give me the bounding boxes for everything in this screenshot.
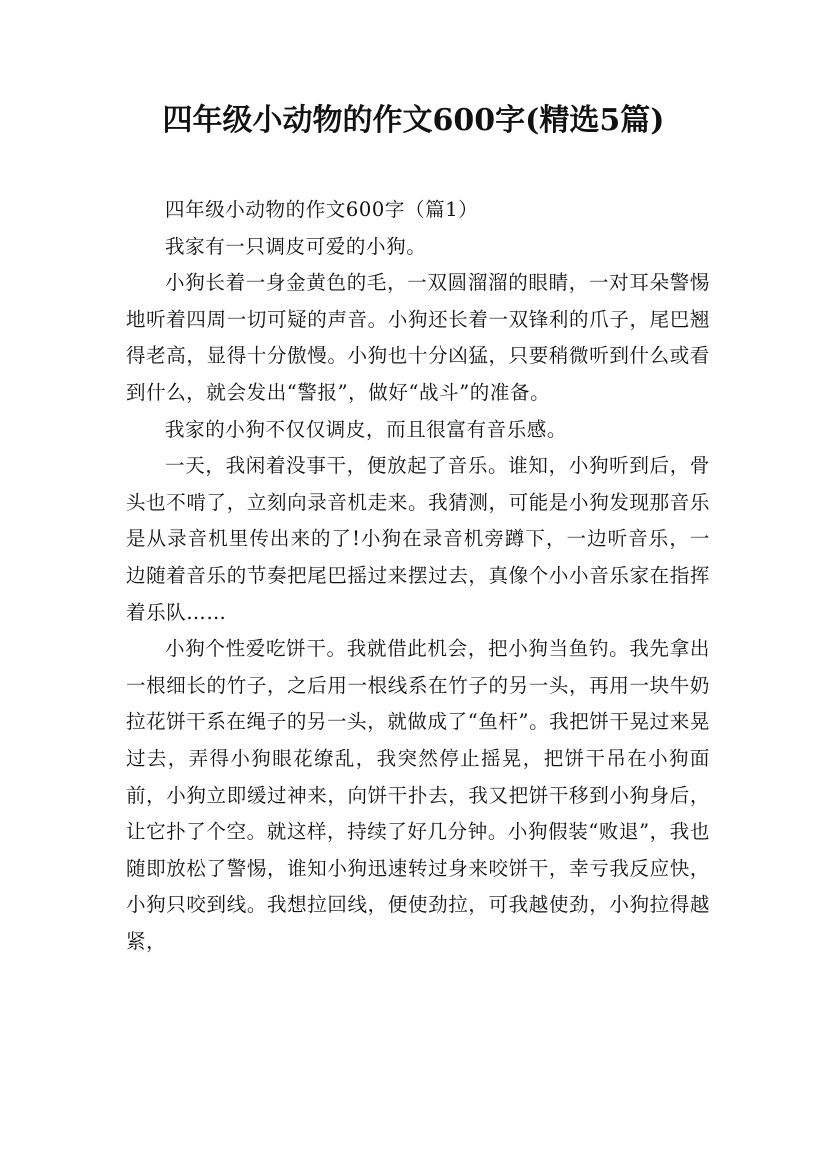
section-heading: 四年级小动物的作文600字（篇1）: [165, 198, 479, 221]
paragraph: 小狗个性爱吃饼干。我就借此机会，把小狗当鱼钓。我先拿出一根细长的竹子，之后用一根线系在竹子的另一头，再用一块牛奶拉花饼干系在绳子的另一头，就做成了“鱼杆”。我把饼干晃过来晃过去，弄得小狗眼花缭乱，我突然停止摇晃，把饼干吊在小狗面前，小狗立即缓过神来，向饼干扑去，我又把饼干移到小狗身后，让它扑了个空。就这样，持续了好几分钟。小狗假装“败退”，我也随即放松了警惕，谁知小狗迅速转过身来咬饼干，幸亏我反应快，小狗只咬到线。我想拉回线，便使劲拉，可我越使劲，小狗拉得越紧，: [126, 637, 710, 953]
paragraph: 一天，我闲着没事干，便放起了音乐。谁知，小狗听到后，骨头也不啃了，立刻向录音机走来。我猜测，可能是小狗发现那音乐是从录音机里传出来的了!小狗在录音机旁蹲下，一边听音乐，一边随着音乐的节奏把尾巴摇过来摆过去，真像个小小音乐家在指挥着乐队……: [126, 454, 710, 624]
document-body: [126, 192, 710, 960]
paragraph: 小狗长着一身金黄色的毛，一双圆溜溜的眼睛，一对耳朵警惕地听着四周一切可疑的声音。小狗还长着一双锋利的爪子，尾巴翘得老高，显得十分傲慢。小狗也十分凶猛，只要稍微听到什么或看到什么，就会发出“警报”，做好“战斗”的准备。: [126, 271, 710, 404]
paragraph: 我家的小狗不仅仅调皮，而且很富有音乐感。: [165, 417, 568, 441]
document-title: 四年级小动物的作文600字(精选5篇): [162, 103, 665, 138]
paragraph: 我家有一只调皮可爱的小狗。: [165, 234, 427, 258]
